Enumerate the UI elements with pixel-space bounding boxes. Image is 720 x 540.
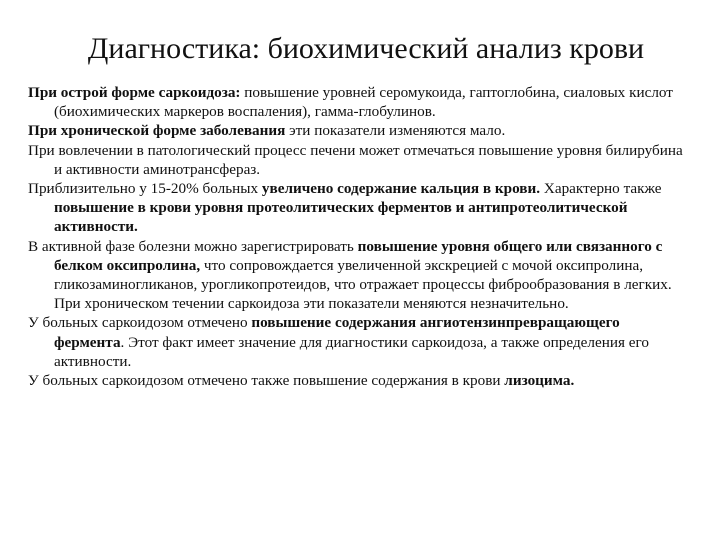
text-run: повышение содержания ангиотензинпревращающего фермента bbox=[54, 314, 620, 351]
text-run: повышение уровней серомукоида, гаптоглобина, сиаловых кислот (биохимических маркеров воспаления), гамма-глобулинов. bbox=[54, 84, 673, 121]
paragraph-calcium bbox=[28, 179, 684, 237]
slide-body bbox=[28, 83, 684, 390]
text-run: Характерно также bbox=[540, 180, 662, 198]
text-run: У больных саркоидозом отмечено также повышение содержания в крови bbox=[28, 372, 505, 390]
paragraph-liver bbox=[28, 141, 684, 179]
paragraph-lysozyme bbox=[28, 371, 684, 390]
text-run: При хронической форме заболевания bbox=[28, 122, 286, 140]
text-run: В активной фазе болезни можно зарегистрировать bbox=[28, 237, 358, 255]
paragraph-oxyproline bbox=[28, 237, 684, 314]
paragraph-chronic-form bbox=[28, 121, 684, 140]
text-run: что сопровождается увеличенной экскрецией с мочой оксипролина, гликозаминогликанов, урогликопротеидов, что отражает процессы фиброобразования в легких. При хроническом течении саркоидоза эти показатели меняются незначительно. bbox=[54, 256, 672, 313]
text-run: эти показатели изменяются мало. bbox=[285, 122, 506, 140]
text-run: повышение уровня общего или связанного с белком оксипролина, bbox=[54, 237, 663, 274]
paragraph-ace bbox=[28, 313, 684, 371]
text-run: увеличено содержание кальция в крови. bbox=[261, 180, 541, 198]
text-run: У больных саркоидозом отмечено bbox=[28, 314, 252, 332]
text-run: . Этот факт имеет значение для диагностики саркоидоза, а также определения его активности. bbox=[54, 333, 649, 370]
text-run: повышение в крови уровня протеолитических ферментов и антипротеолитической активности. bbox=[54, 199, 628, 236]
text-run: При острой форме саркоидоза: bbox=[28, 84, 241, 101]
paragraph-acute-form bbox=[28, 83, 684, 121]
text-run: При вовлечении в патологический процесс печени может отмечаться повышение уровня билирубина и активности аминотрансфераз. bbox=[28, 141, 683, 178]
text-run: Приблизительно у 15-20% больных bbox=[28, 180, 262, 198]
text-run: лизоцима. bbox=[504, 372, 575, 390]
slide-title: Диагностика: биохимический анализ крови bbox=[87, 32, 645, 65]
